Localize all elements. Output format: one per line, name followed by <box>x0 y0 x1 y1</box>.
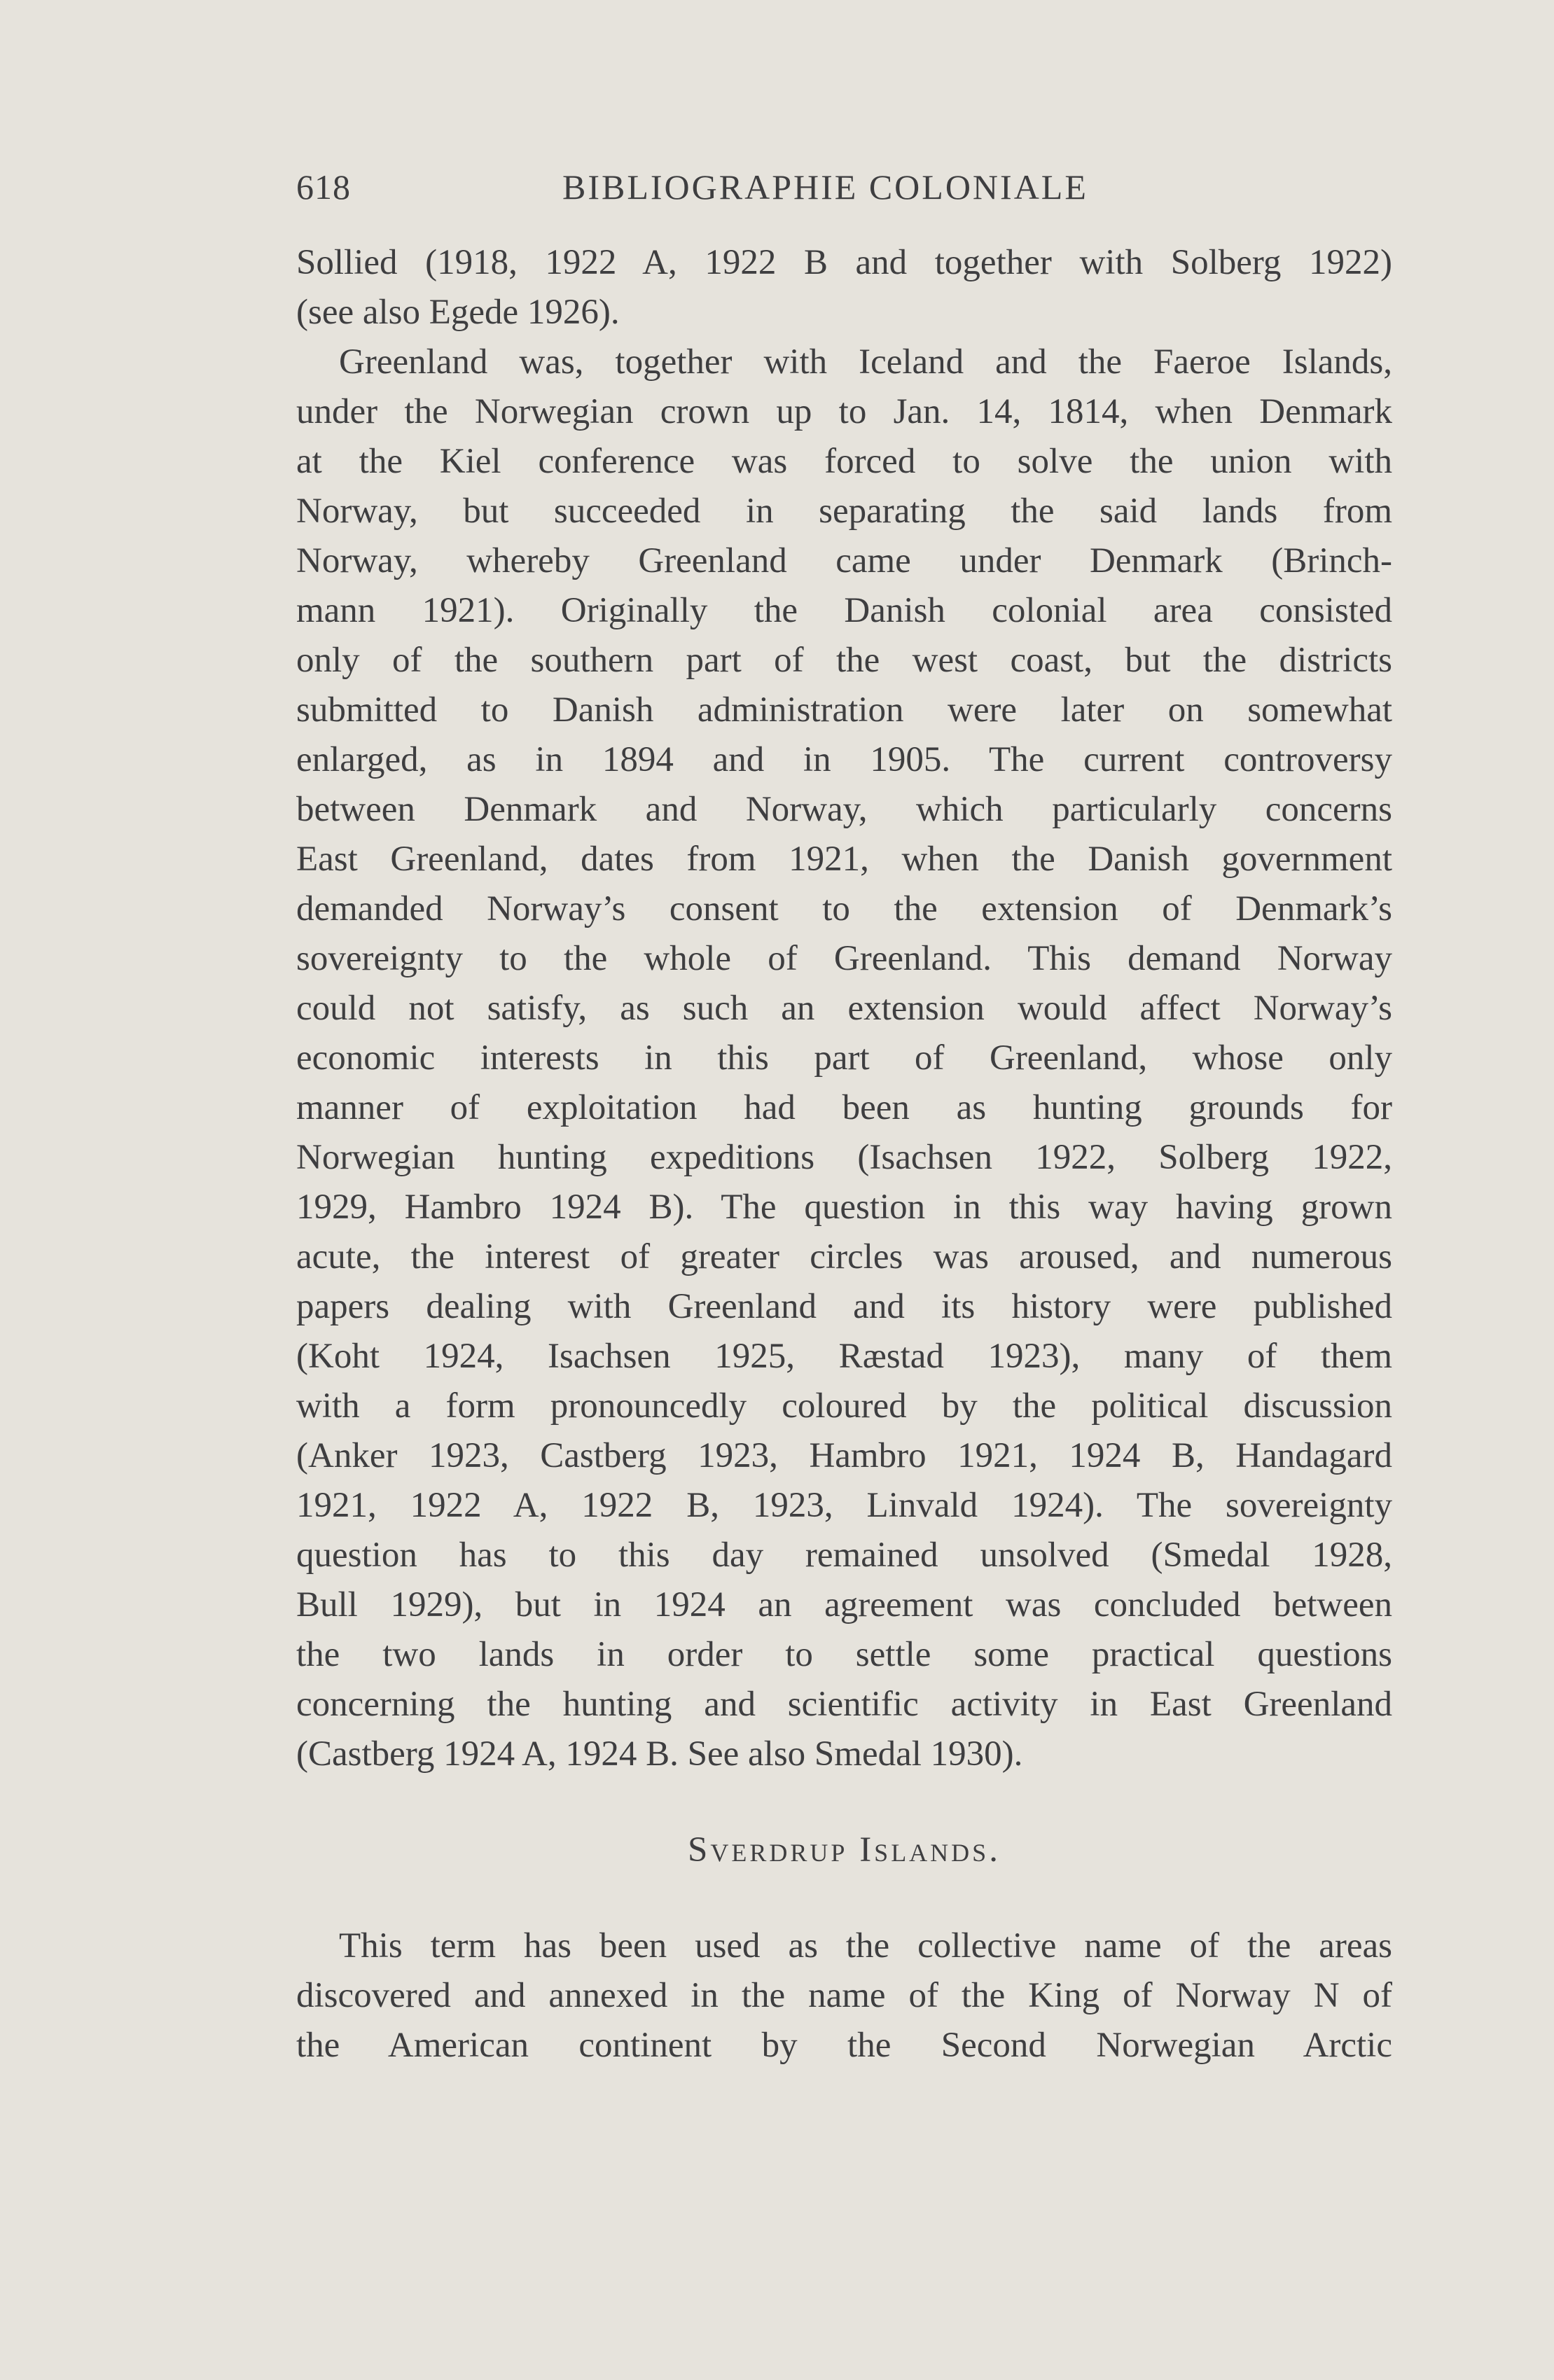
text-line: Norway, whereby Greenland came under Denmark (Brinch- <box>296 541 1392 580</box>
body-text <box>296 238 1392 2071</box>
text-line: only of the southern part of the west coast, but the districts <box>296 641 1392 680</box>
text-line: Norwegian hunting expeditions (Isachsen 1922, Solberg 1922, <box>296 1138 1392 1177</box>
text-line: could not satisfy, as such an extension would affect Norway’s <box>296 989 1392 1028</box>
text-line: Norway, but succeeded in separating the said lands from <box>296 492 1392 531</box>
text-line: the American continent by the Second Norwegian Arctic <box>296 2026 1392 2065</box>
text-line: between Denmark and Norway, which particularly concerns <box>296 790 1392 829</box>
text-line: mann 1921). Originally the Danish colonial area consisted <box>296 591 1392 630</box>
text-line: sovereignty to the whole of Greenland. This demand Norway <box>296 939 1392 978</box>
paragraph-continued <box>296 238 1392 337</box>
text-line: under the Norwegian crown up to Jan. 14, 1814, when Denmark <box>296 392 1392 431</box>
running-title: BIBLIOGRAPHIE COLONIALE <box>562 167 1088 207</box>
text-line: (Koht 1924, Isachsen 1925, Ræstad 1923), many of them <box>296 1337 1392 1376</box>
paragraph-greenland <box>296 337 1392 1779</box>
text-line: submitted to Danish administration were later on somewhat <box>296 690 1392 730</box>
text-line: economic interests in this part of Greenland, whose only <box>296 1038 1392 1078</box>
text-line: (see also Egede 1926). <box>296 293 620 332</box>
section-heading: Sverdrup Islands. <box>688 1830 1001 1870</box>
text-line: Greenland was, together with Iceland and the Faeroe Islands, <box>339 342 1392 382</box>
text-line: This term has been used as the collective name of the areas <box>339 1926 1392 1965</box>
text-line: with a form pronouncedly coloured by the political discussion <box>296 1386 1392 1426</box>
text-line: demanded Norway’s consent to the extension of Denmark’s <box>296 889 1392 928</box>
text-line: Sollied (1918, 1922 A, 1922 B and together with Solberg 1922) <box>296 243 1392 282</box>
text-line: 1921, 1922 A, 1922 B, 1923, Linvald 1924). The sovereignty <box>296 1486 1392 1525</box>
text-line: concerning the hunting and scientific activity in East Greenland <box>296 1685 1392 1724</box>
text-line: the two lands in order to settle some practical questions <box>296 1635 1392 1674</box>
text-line: East Greenland, dates from 1921, when the Danish government <box>296 840 1392 879</box>
text-line: enlarged, as in 1894 and in 1905. The current controversy <box>296 740 1392 779</box>
page-number: 618 <box>296 167 351 207</box>
running-head <box>296 167 1126 216</box>
text-line: acute, the interest of greater circles was aroused, and numerous <box>296 1237 1392 1276</box>
text-line: discovered and annexed in the name of the King of Norway N of <box>296 1976 1392 2015</box>
text-line: manner of exploitation had been as hunting grounds for <box>296 1088 1392 1127</box>
text-line: question has to this day remained unsolved (Smedal 1928, <box>296 1536 1392 1575</box>
text-line: at the Kiel conference was forced to solve the union with <box>296 442 1392 481</box>
text-line: Bull 1929), but in 1924 an agreement was concluded between <box>296 1585 1392 1624</box>
text-line: 1929, Hambro 1924 B). The question in this way having grown <box>296 1188 1392 1227</box>
text-line: papers dealing with Greenland and its history were published <box>296 1287 1392 1326</box>
text-line: (Anker 1923, Castberg 1923, Hambro 1921, 1924 B, Handagard <box>296 1436 1392 1475</box>
text-line: (Castberg 1924 A, 1924 B. See also Smedal 1930). <box>296 1734 1023 1774</box>
paragraph-sverdrup <box>296 1921 1392 2071</box>
